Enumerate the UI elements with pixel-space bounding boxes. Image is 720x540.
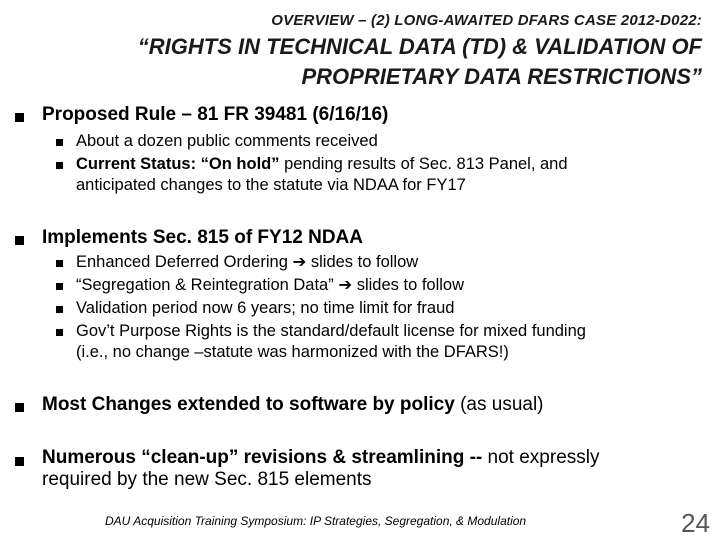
bullet-square-icon <box>15 113 24 122</box>
software-changes-bold: Most Changes extended to software by policy <box>42 394 455 415</box>
sub-item-validation-period: Validation period now 6 years; no time limit for fraud <box>76 299 455 317</box>
bullet-software-changes <box>42 394 544 416</box>
bullet-square-icon <box>15 457 24 466</box>
sub-bullet-square-icon <box>56 283 63 290</box>
sub-item-deferred-ordering: Enhanced Deferred Ordering ➔ slides to follow <box>76 253 419 271</box>
slide-title-line-3: PROPRIETARY DATA RESTRICTIONS” <box>301 64 702 89</box>
sub-bullet-square-icon <box>56 260 63 267</box>
current-status-line2: anticipated changes to the statute via NDAA for FY17 <box>76 176 466 194</box>
bullet-proposed-rule: Proposed Rule – 81 FR 39481 (6/16/16) <box>42 104 389 125</box>
sub-bullet-square-icon <box>56 329 63 336</box>
slide-footer: DAU Acquisition Training Symposium: IP Strategies, Segregation, & Modulation <box>105 514 527 528</box>
govt-purpose-line1: Gov’t Purpose Rights is the standard/default license for mixed funding <box>76 322 586 340</box>
slide-title-line-1: OVERVIEW – (2) LONG-AWAITED DFARS CASE 2012-D022: <box>271 12 702 29</box>
sub-item-govt-purpose-rights <box>76 321 586 363</box>
clean-up-rest: not expressly <box>482 447 600 468</box>
sub-bullet-square-icon <box>56 139 63 146</box>
sub-bullet-square-icon <box>56 162 63 169</box>
current-status-rest: pending results of Sec. 813 Panel, and <box>279 155 568 173</box>
slide-title-line-2: “RIGHTS IN TECHNICAL DATA (TD) & VALIDATION OF <box>137 34 702 59</box>
clean-up-line2: required by the new Sec. 815 elements <box>42 469 372 490</box>
bullet-square-icon <box>15 403 24 412</box>
software-changes-rest: (as usual) <box>454 394 544 415</box>
page-number: 24 <box>681 508 710 538</box>
sub-item-segregation-data: “Segregation & Reintegration Data” ➔ slides to follow <box>76 276 465 294</box>
sub-item-public-comments: About a dozen public comments received <box>76 132 378 150</box>
govt-purpose-line2: (i.e., no change –statute was harmonized with the DFARS!) <box>76 343 509 361</box>
current-status-bold: Current Status: “On hold” <box>76 155 280 173</box>
sub-bullet-square-icon <box>56 306 63 313</box>
bullet-clean-up-revisions <box>42 447 600 491</box>
bullet-implements-sec-815: Implements Sec. 815 of FY12 NDAA <box>42 227 363 248</box>
bullet-square-icon <box>15 236 24 245</box>
sub-item-current-status <box>76 154 568 196</box>
clean-up-bold: Numerous “clean-up” revisions & streamlining -- <box>42 447 483 468</box>
